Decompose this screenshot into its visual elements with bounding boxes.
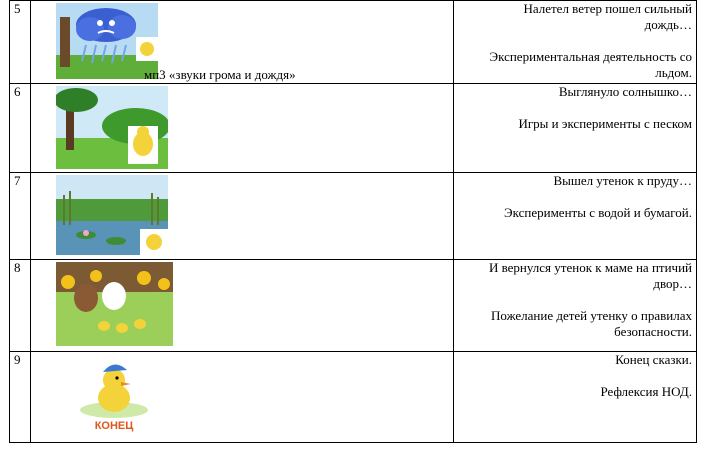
row-number: 6 <box>10 84 31 173</box>
text-line: Налетел ветер пошел сильный <box>523 1 692 16</box>
text-line: Вышел утенок к пруду… <box>553 173 692 188</box>
text-line: двор… <box>653 276 692 291</box>
picture-cell <box>31 260 454 352</box>
text-line: Конец сказки. <box>615 352 692 367</box>
description-cell <box>454 84 697 173</box>
text-line: И вернулся утенок к маме на птичий <box>488 260 692 275</box>
audio-caption: мп3 «звуки грома и дождя» <box>144 67 296 82</box>
text-line: Экспериментальная деятельность со <box>489 49 692 64</box>
picture-cell <box>31 1 454 84</box>
table-row <box>10 352 697 443</box>
poultry-yard-image <box>56 262 173 346</box>
table-row <box>10 260 697 352</box>
the-end-duckling-image <box>71 356 157 434</box>
row-number: 9 <box>10 352 31 443</box>
description-cell <box>454 260 697 352</box>
text-line: льдом. <box>655 65 692 80</box>
sunny-meadow-image <box>56 86 168 169</box>
text-line: Рефлексия НОД. <box>600 384 692 399</box>
text-line: дождь… <box>644 17 692 32</box>
text-line: Пожелание детей утенку о правилах <box>491 308 692 323</box>
description-cell <box>454 1 697 84</box>
storm-cloud-image <box>56 3 158 79</box>
row-number: 8 <box>10 260 31 352</box>
description-cell <box>454 173 697 260</box>
picture-cell <box>31 173 454 260</box>
text-line: безопасности. <box>614 324 692 339</box>
pond-image <box>56 175 168 255</box>
picture-cell <box>31 352 454 443</box>
table-row <box>10 173 697 260</box>
table-row <box>10 1 697 84</box>
row-number: 7 <box>10 173 31 260</box>
lesson-table <box>9 0 697 443</box>
text-line: Игры и эксперименты с песком <box>518 116 692 131</box>
picture-cell <box>31 84 454 173</box>
the-end-label: КОНЕЦ <box>94 420 134 432</box>
table-row <box>10 84 697 173</box>
text-line: Эксперименты с водой и бумагой. <box>504 205 692 220</box>
text-line: Выглянуло солнышко… <box>558 84 692 99</box>
description-cell <box>454 352 697 443</box>
row-number: 5 <box>10 1 31 84</box>
